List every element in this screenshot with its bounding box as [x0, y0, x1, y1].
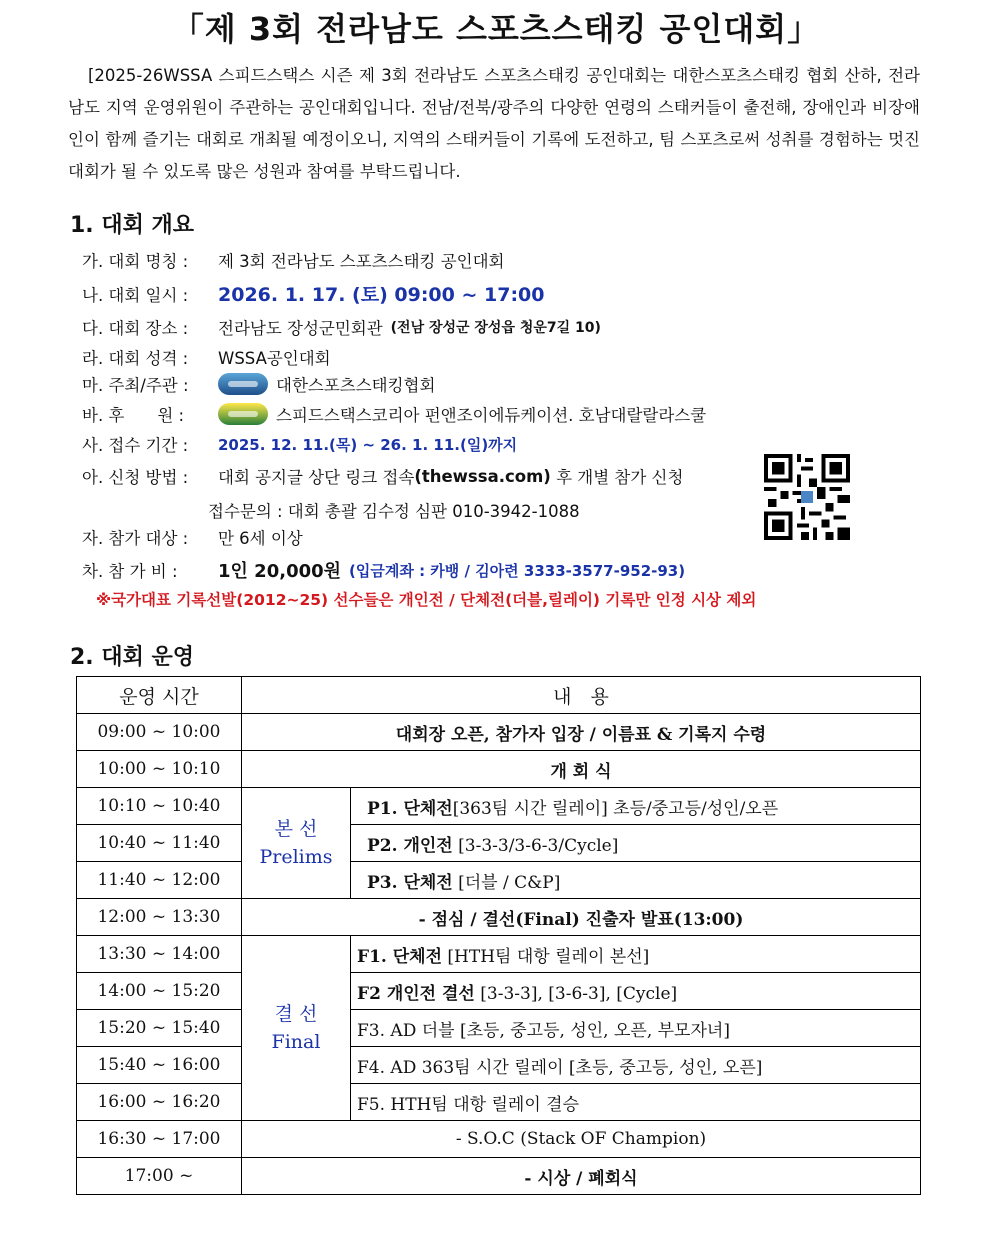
event-detail: [3-3-3], [3-6-3], [Cycle]	[474, 983, 678, 1004]
value: 만 6세 이상	[218, 529, 303, 548]
stage-en: Prelims	[259, 846, 333, 868]
label: 차. 참 가 비 :	[82, 562, 178, 581]
time-cell: 09:00 ~ 10:00	[77, 714, 242, 751]
label: 마. 주최/주관 :	[82, 376, 189, 395]
section-overview-heading: 1. 대회 개요	[70, 213, 194, 238]
header-time: 운영 시간	[77, 677, 242, 714]
speedstacks-logo-icon	[218, 403, 268, 425]
value: WSSA공인대회	[218, 349, 331, 368]
site-link[interactable]: (thewssa.com)	[414, 466, 551, 486]
value: 2025. 12. 11.(목) ~ 26. 1. 11.(일)까지	[218, 435, 518, 454]
row-period	[82, 432, 517, 456]
value: 전라남도 장성군민회관	[218, 319, 383, 338]
event-detail: [HTH팀 대항 릴레이 본선]	[442, 946, 650, 967]
event-title: F1. 단체전	[357, 946, 443, 967]
row-date	[82, 280, 544, 307]
value: 대한스포츠스태킹협회	[276, 376, 436, 395]
content-cell: - 점심 / 결선(Final) 진출자 발표(13:00)	[242, 899, 921, 936]
final-stage-cell	[242, 936, 351, 1121]
value: 1인 20,000원	[218, 561, 342, 582]
table-row	[77, 751, 921, 788]
row-sponsor	[82, 402, 706, 426]
event-title: P1. 단체전	[367, 798, 453, 819]
row-type	[82, 345, 331, 369]
wssa-logo-icon	[218, 373, 268, 395]
row-contact	[208, 498, 580, 522]
table-row	[77, 1010, 921, 1047]
label: 자. 참가 대상 :	[82, 529, 189, 548]
stage-ko: 본 선	[274, 818, 318, 840]
table-row	[77, 788, 921, 825]
content-cell: - S.O.C (Stack OF Champion)	[242, 1121, 921, 1158]
label: 바. 후 원 :	[82, 406, 185, 425]
label: 나. 대회 일시 :	[82, 285, 189, 305]
event-detail: [더블 / C&P]	[452, 872, 561, 893]
label: 사. 접수 기간 :	[82, 436, 189, 455]
time-cell: 10:10 ~ 10:40	[77, 788, 242, 825]
content-cell: 대회장 오픈, 참가자 입장 / 이름표 & 기록지 수령	[242, 714, 921, 751]
value: 후 개별 참가 신청	[550, 468, 684, 487]
time-cell: 16:00 ~ 16:20	[77, 1084, 242, 1121]
table-row	[77, 862, 921, 899]
content-cell: F4. AD 363팀 시간 릴레이 [초등, 중고등, 성인, 오픈]	[351, 1047, 921, 1084]
contact-text: 접수문의 : 대회 총괄 김수정 심판 010-3942-1088	[208, 502, 580, 521]
table-row	[77, 973, 921, 1010]
time-cell: 15:20 ~ 15:40	[77, 1010, 242, 1047]
notice: ※국가대표 기록선발(2012~25) 선수들은 개인전 / 단체전(더블,릴레이) 기록만 인정 시상 제외	[96, 591, 757, 609]
table-row	[77, 714, 921, 751]
value: 제 3회 전라남도 스포츠스태킹 공인대회	[218, 252, 505, 271]
content-cell	[351, 788, 921, 825]
event-title: F2 개인전 결선	[357, 983, 475, 1004]
intro-paragraph: [2025-26WSSA 스피드스택스 시즌 제 3회 전라남도 스포츠스태킹 공인대회는 대한스포츠스태킹 협회 산하, 전라남도 지역 운영위원이 주관하는 공인대회입니다. 전남/전북/광주의 다양한 연령의 스태커들이 출전해, 장애인과 비장애인이 함께 즐기는 대회로 개최될 예정이오니, 지역의 스태커들이 기록에 도전하고, 팀 스포츠로써 성취를 경험하는 멋진 대회가 될 수 있도록 많은 성원과 참여를 부탁드립니다.	[68, 66, 920, 181]
schedule-table	[76, 676, 921, 1195]
time-cell: 14:00 ~ 15:20	[77, 973, 242, 1010]
event-detail: [363팀 시간 릴레이] 초등/중고등/성인/오픈	[452, 798, 779, 819]
content-cell: F5. HTH팀 대항 릴레이 결승	[351, 1084, 921, 1121]
content-cell	[351, 936, 921, 973]
row-host	[82, 372, 435, 396]
table-row	[77, 825, 921, 862]
section-operation-heading: 2. 대회 운영	[70, 645, 194, 670]
table-row	[77, 1084, 921, 1121]
time-cell: 10:40 ~ 11:40	[77, 825, 242, 862]
content-cell	[351, 862, 921, 899]
event-detail: [3-3-3/3-6-3/Cycle]	[452, 835, 619, 856]
content-cell	[351, 825, 921, 862]
venue-address: (전남 장성군 장성읍 청운7길 10)	[390, 320, 601, 336]
content-cell: 개 회 식	[242, 751, 921, 788]
prelims-stage-cell	[242, 788, 351, 899]
table-header	[77, 677, 921, 714]
row-apply	[82, 464, 683, 488]
row-target	[82, 525, 303, 549]
time-cell: 15:40 ~ 16:00	[77, 1047, 242, 1084]
row-name	[82, 248, 505, 272]
label: 아. 신청 방법 :	[82, 468, 189, 487]
value: 대회 공지글 상단 링크 접속	[218, 468, 415, 487]
value: 2026. 1. 17. (토) 09:00 ~ 17:00	[218, 284, 545, 306]
table-row	[77, 1158, 921, 1195]
content-cell: - 시상 / 폐회식	[242, 1158, 921, 1195]
event-title: P3. 단체전	[367, 872, 453, 893]
label: 가. 대회 명칭 :	[82, 252, 189, 271]
time-cell: 12:00 ~ 13:30	[77, 899, 242, 936]
page-title: 「제 3회 전라남도 스포츠스태킹 공인대회」	[171, 10, 821, 48]
row-fee	[82, 557, 685, 583]
table-row	[77, 1121, 921, 1158]
row-venue	[82, 315, 601, 339]
content-cell: F3. AD 더블 [초등, 중고등, 성인, 오픈, 부모자녀]	[351, 1010, 921, 1047]
time-cell: 11:40 ~ 12:00	[77, 862, 242, 899]
account: (입금계좌 : 카뱅 / 김아련 3333-3577-952-93)	[349, 561, 686, 580]
content-cell	[351, 973, 921, 1010]
header-content: 내 용	[242, 677, 921, 714]
stage-en: Final	[271, 1031, 321, 1053]
stage-ko: 결 선	[274, 1003, 318, 1025]
label: 다. 대회 장소 :	[82, 319, 189, 338]
table-row	[77, 899, 921, 936]
time-cell: 17:00 ~	[77, 1158, 242, 1195]
time-cell: 13:30 ~ 14:00	[77, 936, 242, 973]
value: 스피드스택스코리아 펀앤조이에듀케이션. 호남대랄랄라스쿨	[276, 406, 707, 425]
time-cell: 10:00 ~ 10:10	[77, 751, 242, 788]
qr-code-icon[interactable]	[764, 454, 850, 540]
table-row	[77, 936, 921, 973]
event-title: P2. 개인전	[367, 835, 453, 856]
time-cell: 16:30 ~ 17:00	[77, 1121, 242, 1158]
table-row	[77, 1047, 921, 1084]
label: 라. 대회 성격 :	[82, 349, 189, 368]
